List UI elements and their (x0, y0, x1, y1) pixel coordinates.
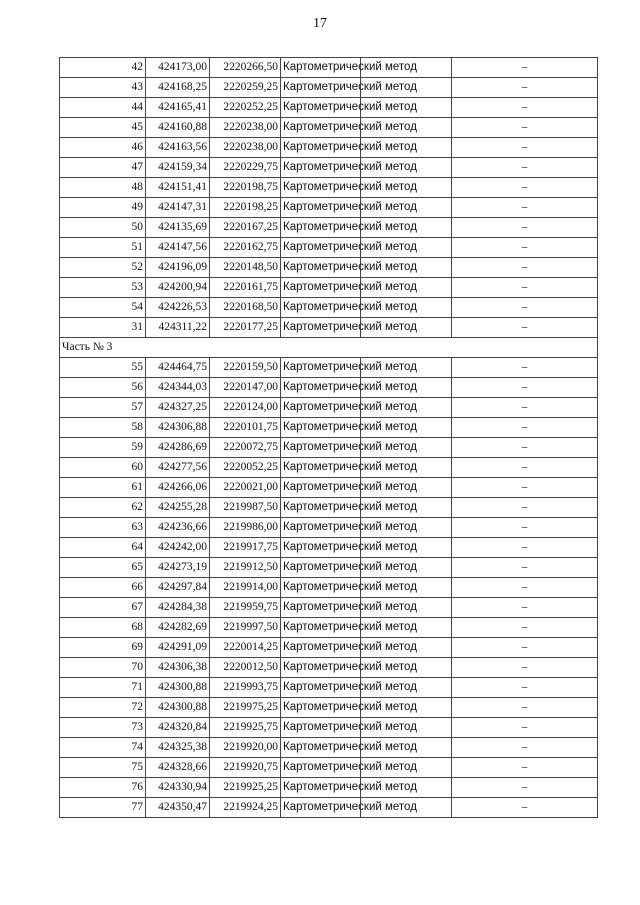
method-cell: Картометрический метод (281, 418, 361, 438)
x-coordinate: 424327,25 (146, 398, 210, 418)
x-coordinate: 424297,84 (146, 578, 210, 598)
point-number: 46 (60, 138, 146, 158)
table-row (60, 98, 598, 118)
description-cell: – (452, 478, 598, 498)
x-coordinate: 424226,53 (146, 298, 210, 318)
y-coordinate: 2220147,00 (210, 378, 281, 398)
description-cell: – (452, 418, 598, 438)
method-cell: Картометрический метод (281, 478, 361, 498)
y-coordinate: 2220238,00 (210, 118, 281, 138)
point-number: 69 (60, 638, 146, 658)
y-coordinate: 2220161,75 (210, 278, 281, 298)
table-row (60, 578, 598, 598)
y-coordinate: 2220162,75 (210, 238, 281, 258)
point-number: 68 (60, 618, 146, 638)
x-coordinate: 424163,56 (146, 138, 210, 158)
point-number: 44 (60, 98, 146, 118)
point-number: 57 (60, 398, 146, 418)
point-number: 62 (60, 498, 146, 518)
x-coordinate: 424300,88 (146, 678, 210, 698)
table-row (60, 138, 598, 158)
table-row (60, 778, 598, 798)
method-cell: Картометрический метод (281, 458, 361, 478)
table-row (60, 738, 598, 758)
description-cell: – (452, 398, 598, 418)
method-cell: Картометрический метод (281, 438, 361, 458)
x-coordinate: 424160,88 (146, 118, 210, 138)
description-cell: – (452, 578, 598, 598)
point-number: 77 (60, 798, 146, 818)
method-cell: Картометрический метод (281, 638, 361, 658)
method-cell: Картометрический метод (281, 778, 361, 798)
method-cell: Картометрический метод (281, 178, 361, 198)
point-number: 75 (60, 758, 146, 778)
method-cell: Картометрический метод (281, 158, 361, 178)
description-cell: – (452, 678, 598, 698)
table-row (60, 478, 598, 498)
method-cell: Картометрический метод (281, 798, 361, 818)
x-coordinate: 424165,41 (146, 98, 210, 118)
x-coordinate: 424196,09 (146, 258, 210, 278)
table-row (60, 398, 598, 418)
y-coordinate: 2219924,25 (210, 798, 281, 818)
y-coordinate: 2220266,50 (210, 58, 281, 78)
point-number: 64 (60, 538, 146, 558)
method-cell: Картометрический метод (281, 278, 361, 298)
y-coordinate: 2220259,25 (210, 78, 281, 98)
point-number: 48 (60, 178, 146, 198)
description-cell: – (452, 518, 598, 538)
method-cell: Картометрический метод (281, 78, 361, 98)
description-cell: – (452, 598, 598, 618)
x-coordinate: 424255,28 (146, 498, 210, 518)
table-row (60, 518, 598, 538)
method-cell: Картометрический метод (281, 538, 361, 558)
x-coordinate: 424284,38 (146, 598, 210, 618)
x-coordinate: 424151,41 (146, 178, 210, 198)
y-coordinate: 2219914,00 (210, 578, 281, 598)
x-coordinate: 424344,03 (146, 378, 210, 398)
table-row (60, 278, 598, 298)
method-cell: Картометрический метод (281, 578, 361, 598)
point-number: 67 (60, 598, 146, 618)
y-coordinate: 2220167,25 (210, 218, 281, 238)
x-coordinate: 424273,19 (146, 558, 210, 578)
point-number: 42 (60, 58, 146, 78)
table-row (60, 598, 598, 618)
y-coordinate: 2219975,25 (210, 698, 281, 718)
table-row (60, 758, 598, 778)
point-number: 70 (60, 658, 146, 678)
description-cell: – (452, 118, 598, 138)
table-row (60, 318, 598, 338)
table-row (60, 218, 598, 238)
table-row (60, 658, 598, 678)
description-cell: – (452, 98, 598, 118)
method-cell: Картометрический метод (281, 298, 361, 318)
y-coordinate: 2219925,75 (210, 718, 281, 738)
x-coordinate: 424282,69 (146, 618, 210, 638)
description-cell: – (452, 298, 598, 318)
point-number: 74 (60, 738, 146, 758)
description-cell: – (452, 498, 598, 518)
table-row (60, 238, 598, 258)
point-number: 76 (60, 778, 146, 798)
point-number: 66 (60, 578, 146, 598)
description-cell: – (452, 738, 598, 758)
table-row (60, 798, 598, 818)
table-row (60, 418, 598, 438)
x-coordinate: 424173,00 (146, 58, 210, 78)
x-coordinate: 424300,88 (146, 698, 210, 718)
method-cell: Картометрический метод (281, 718, 361, 738)
y-coordinate: 2220252,25 (210, 98, 281, 118)
y-coordinate: 2219912,50 (210, 558, 281, 578)
point-number: 73 (60, 718, 146, 738)
x-coordinate: 424266,06 (146, 478, 210, 498)
table-row (60, 58, 598, 78)
description-cell: – (452, 358, 598, 378)
y-coordinate: 2220012,50 (210, 658, 281, 678)
table-row (60, 718, 598, 738)
point-number: 52 (60, 258, 146, 278)
page-number: 17 (313, 16, 327, 31)
method-cell: Картометрический метод (281, 138, 361, 158)
description-cell: – (452, 378, 598, 398)
y-coordinate: 2220021,00 (210, 478, 281, 498)
point-number: 51 (60, 238, 146, 258)
point-number: 65 (60, 558, 146, 578)
x-coordinate: 424277,56 (146, 458, 210, 478)
description-cell: – (452, 438, 598, 458)
y-coordinate: 2219997,50 (210, 618, 281, 638)
table-row (60, 458, 598, 478)
method-cell: Картометрический метод (281, 98, 361, 118)
x-coordinate: 424311,22 (146, 318, 210, 338)
point-number: 31 (60, 318, 146, 338)
table-row (60, 178, 598, 198)
y-coordinate: 2219920,75 (210, 758, 281, 778)
x-coordinate: 424135,69 (146, 218, 210, 238)
y-coordinate: 2219987,50 (210, 498, 281, 518)
method-cell: Картометрический метод (281, 658, 361, 678)
x-coordinate: 424328,66 (146, 758, 210, 778)
x-coordinate: 424147,56 (146, 238, 210, 258)
description-cell: – (452, 458, 598, 478)
method-cell: Картометрический метод (281, 398, 361, 418)
description-cell: – (452, 198, 598, 218)
x-coordinate: 424168,25 (146, 78, 210, 98)
x-coordinate: 424306,88 (146, 418, 210, 438)
x-coordinate: 424286,69 (146, 438, 210, 458)
y-coordinate: 2220148,50 (210, 258, 281, 278)
coordinates-group-1 (60, 58, 598, 338)
x-coordinate: 424200,94 (146, 278, 210, 298)
x-coordinate: 424320,84 (146, 718, 210, 738)
section-label: Часть № 3 (60, 338, 598, 358)
description-cell: – (452, 278, 598, 298)
y-coordinate: 2220177,25 (210, 318, 281, 338)
coordinates-table (59, 57, 598, 818)
y-coordinate: 2220052,25 (210, 458, 281, 478)
table-row (60, 638, 598, 658)
description-cell: – (452, 638, 598, 658)
point-number: 50 (60, 218, 146, 238)
method-cell: Картометрический метод (281, 618, 361, 638)
description-cell: – (452, 778, 598, 798)
method-cell: Картометрический метод (281, 558, 361, 578)
y-coordinate: 2219917,75 (210, 538, 281, 558)
point-number: 63 (60, 518, 146, 538)
y-coordinate: 2220101,75 (210, 418, 281, 438)
method-cell: Картометрический метод (281, 258, 361, 278)
description-cell: – (452, 698, 598, 718)
point-number: 61 (60, 478, 146, 498)
method-cell: Картометрический метод (281, 58, 361, 78)
method-cell: Картометрический метод (281, 698, 361, 718)
point-number: 47 (60, 158, 146, 178)
point-number: 71 (60, 678, 146, 698)
table-row (60, 358, 598, 378)
y-coordinate: 2220124,00 (210, 398, 281, 418)
point-number: 53 (60, 278, 146, 298)
method-cell: Картометрический метод (281, 598, 361, 618)
table-row (60, 558, 598, 578)
y-coordinate: 2219920,00 (210, 738, 281, 758)
point-number: 56 (60, 378, 146, 398)
y-coordinate: 2220168,50 (210, 298, 281, 318)
coordinates-group-2 (60, 358, 598, 818)
table-row (60, 618, 598, 638)
table-row (60, 158, 598, 178)
point-number: 59 (60, 438, 146, 458)
y-coordinate: 2220198,75 (210, 178, 281, 198)
x-coordinate: 424236,66 (146, 518, 210, 538)
description-cell: – (452, 718, 598, 738)
description-cell: – (452, 238, 598, 258)
description-cell: – (452, 178, 598, 198)
y-coordinate: 2220229,75 (210, 158, 281, 178)
table-row (60, 198, 598, 218)
x-coordinate: 424464,75 (146, 358, 210, 378)
method-cell: Картометрический метод (281, 238, 361, 258)
point-number: 54 (60, 298, 146, 318)
description-cell: – (452, 218, 598, 238)
method-cell: Картометрический метод (281, 738, 361, 758)
y-coordinate: 2220072,75 (210, 438, 281, 458)
method-cell: Картометрический метод (281, 758, 361, 778)
point-number: 58 (60, 418, 146, 438)
table-row (60, 298, 598, 318)
y-coordinate: 2219959,75 (210, 598, 281, 618)
table-row (60, 258, 598, 278)
table-row (60, 538, 598, 558)
method-cell: Картометрический метод (281, 378, 361, 398)
method-cell: Картометрический метод (281, 518, 361, 538)
method-cell: Картометрический метод (281, 498, 361, 518)
method-cell: Картометрический метод (281, 218, 361, 238)
section-header (60, 338, 598, 358)
y-coordinate: 2220014,25 (210, 638, 281, 658)
point-number: 43 (60, 78, 146, 98)
y-coordinate: 2220238,00 (210, 138, 281, 158)
x-coordinate: 424330,94 (146, 778, 210, 798)
description-cell: – (452, 618, 598, 638)
y-coordinate: 2219993,75 (210, 678, 281, 698)
description-cell: – (452, 798, 598, 818)
description-cell: – (452, 758, 598, 778)
x-coordinate: 424159,34 (146, 158, 210, 178)
x-coordinate: 424147,31 (146, 198, 210, 218)
point-number: 55 (60, 358, 146, 378)
description-cell: – (452, 558, 598, 578)
y-coordinate: 2219925,25 (210, 778, 281, 798)
method-cell: Картометрический метод (281, 358, 361, 378)
point-number: 45 (60, 118, 146, 138)
table-row (60, 118, 598, 138)
description-cell: – (452, 538, 598, 558)
method-cell: Картометрический метод (281, 318, 361, 338)
description-cell: – (452, 158, 598, 178)
description-cell: – (452, 58, 598, 78)
method-cell: Картометрический метод (281, 198, 361, 218)
description-cell: – (452, 78, 598, 98)
x-coordinate: 424350,47 (146, 798, 210, 818)
table-row (60, 498, 598, 518)
method-cell: Картометрический метод (281, 678, 361, 698)
table-row (60, 78, 598, 98)
x-coordinate: 424325,38 (146, 738, 210, 758)
point-number: 49 (60, 198, 146, 218)
y-coordinate: 2220159,50 (210, 358, 281, 378)
description-cell: – (452, 258, 598, 278)
point-number: 60 (60, 458, 146, 478)
table-row (60, 378, 598, 398)
table-row (60, 678, 598, 698)
table-row (60, 438, 598, 458)
table-row (60, 698, 598, 718)
method-cell: Картометрический метод (281, 118, 361, 138)
y-coordinate: 2220198,25 (210, 198, 281, 218)
y-coordinate: 2219986,00 (210, 518, 281, 538)
x-coordinate: 424242,00 (146, 538, 210, 558)
description-cell: – (452, 658, 598, 678)
description-cell: – (452, 318, 598, 338)
description-cell: – (452, 138, 598, 158)
x-coordinate: 424291,09 (146, 638, 210, 658)
x-coordinate: 424306,38 (146, 658, 210, 678)
point-number: 72 (60, 698, 146, 718)
